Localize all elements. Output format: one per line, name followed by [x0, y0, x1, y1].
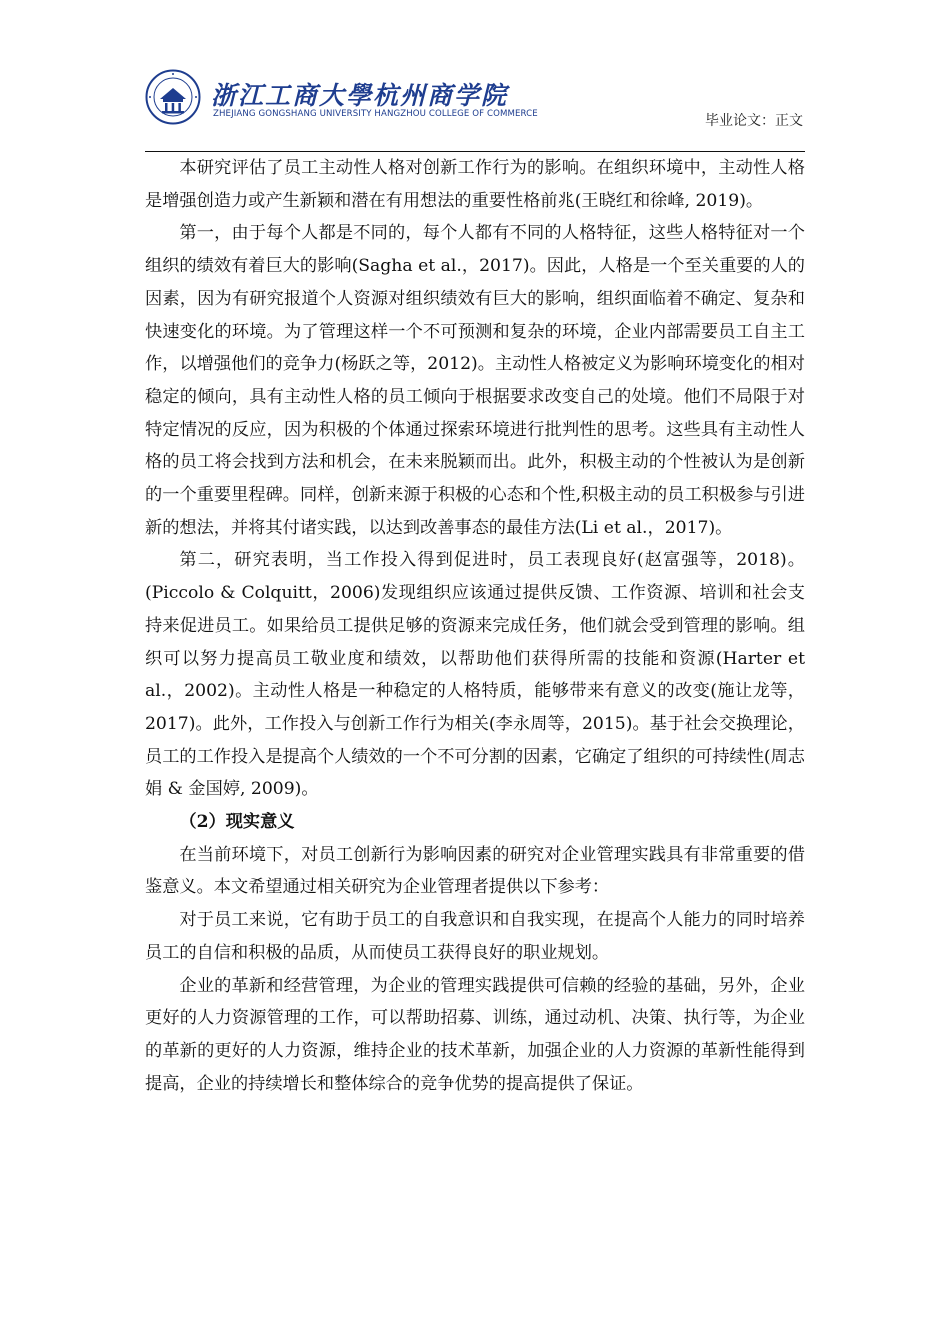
school-name-en: ZHEJIANG GONGSHANG UNIVERSITY HANGZHOU COLLEGE OF COMMERCE [213, 109, 538, 119]
paragraph: 本研究评估了员工主动性人格对创新工作行为的影响。在组织环境中，主动性人格是增强创造力或产生新颖和潜在有用想法的重要性格前兆(王晓红和徐峰, 2019)。 [145, 158, 805, 211]
school-name-cn: 浙江工商大學杭州商学院 [211, 81, 509, 110]
section-subheading: （2）现实意义 [179, 812, 295, 833]
page-header [145, 60, 805, 152]
doc-type-label: 毕业论文：正文 [705, 113, 803, 129]
paragraph: 第二，研究表明，当工作投入得到促进时，员工表现良好(赵富强等，2018)。(Piccolo & Colquitt，2006)发现组织应该通过提供反馈、工作资源、培训和社会支持来促进员工。如果给员工提供足够的资源来完成任务，他们就会受到管理的影响。组织可以努力提高员工敬业度和绩效，以帮助他们获得所需的技能和资源(Harter et al.，2002)。主动性人格是一种稳定的人格特质，能够带来有意义的改变(施让龙等，2017)。此外，工作投入与创新工作行为相关(李永周等，2015)。基于社会交换理论，员工的工作投入是提高个人绩效的一个不可分割的因素，它确定了组织的可持续性(周志娟 & 金国婷, 2009)。 [145, 550, 805, 800]
paragraph: 对于员工来说，它有助于员工的自我意识和自我实现，在提高个人能力的同时培养员工的自信和积极的品质，从而使员工获得良好的职业规划。 [145, 910, 805, 963]
university-seal-icon [145, 69, 201, 125]
paragraph: 第一，由于每个人都是不同的，每个人都有不同的人格特征，这些人格特征对一个组织的绩效有着巨大的影响(Sagha et al.，2017)。因此，人格是一个至关重要的人的因素，因为有研究报道个人资源对组织绩效有巨大的影响，组织面临着不确定、复杂和快速变化的环境。为了管理这样一个不可预测和复杂的环境，企业内部需要员工自主工作，以增强他们的竞争力(杨跃之等，2012)。主动性人格被定义为影响环境变化的相对稳定的倾向，具有主动性人格的员工倾向于根据要求改变自己的处境。他们不局限于对特定情况的反应，因为积极的个体通过探索环境进行批判性的思考。这些具有主动性人格的员工将会找到方法和机会，在未来脱颖而出。此外，积极主动的个性被认为是创新的一个重要里程碑。同样，创新来源于积极的心态和个性,积极主动的员工积极参与引进新的想法，并将其付诸实践，以达到改善事态的最佳方法(Li et al.，2017)。 [145, 223, 805, 538]
body-text [145, 152, 805, 1100]
paragraph: 在当前环境下，对员工创新行为影响因素的研究对企业管理实践具有非常重要的借鉴意义。本文希望通过相关研究为企业管理者提供以下参考： [145, 844, 805, 898]
paragraph: 企业的革新和经营管理，为企业的管理实践提供可信赖的经验的基础，另外，企业更好的人力资源管理的工作，可以帮助招募、训练，通过动机、决策、执行等，为企业的革新的更好的人力资源，维持企业的技术革新，加强企业的人力资源的革新性能得到提高，企业的持续增长和整体综合的竞争优势的提高提供了保证。 [145, 975, 805, 1094]
